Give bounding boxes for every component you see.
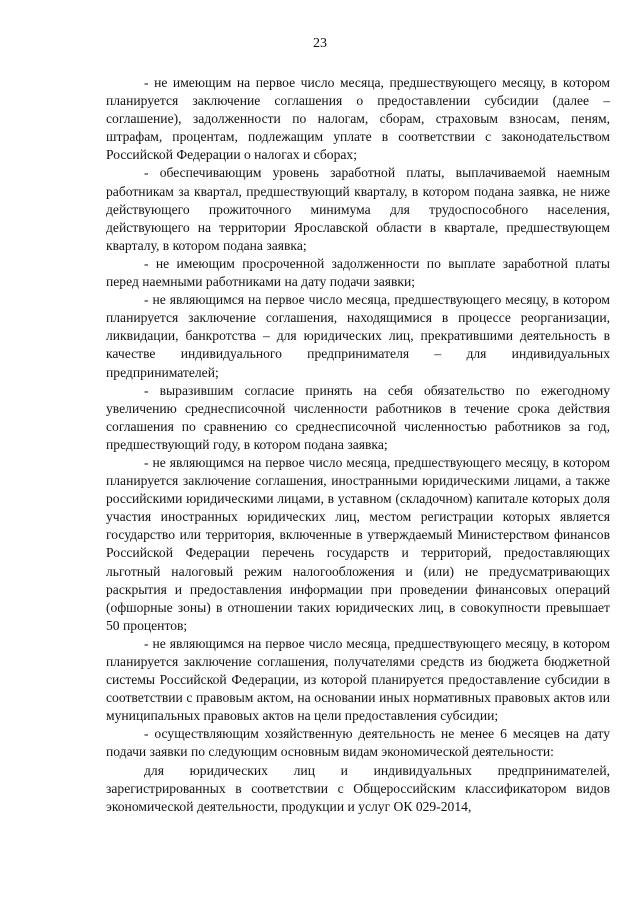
- paragraph-wage-level: - обеспечивающим уровень заработной платы, выплачиваемой наемным работникам за квартал, предшествующий кварталу, в котором подана заявка, не ниже действующего прожиточного минимума для трудоспособного населения, действующего на территории Ярославской области в квартале, предшествующем кварталу, в котором подана заявка;: [106, 165, 610, 253]
- paragraph-wage-arrears: - не имеющим просроченной задолженности по выплате заработной платы перед наемными работниками на дату подачи заявки;: [106, 255, 610, 290]
- paragraph-classifier: для юридических лиц и индивидуальных предпринимателей, зарегистрированных в соответствии с Общероссийским классификатором видов экономической деятельности, продукции и услуг ОК 029-2014,: [106, 762, 610, 814]
- page-number: 23: [313, 36, 327, 51]
- paragraph-reorganization: - не являющимся на первое число месяца, предшествующего месяцу, в котором планируется заключение соглашения, находящимися в процессе реорганизации, ликвидации, банкротства – для юридических лиц, прекратившими деятельность в качестве индивидуального предпринимателя – для индивидуальных предпринимателей;: [106, 292, 610, 380]
- paragraph-economic-activity: - осуществляющим хозяйственную деятельность не менее 6 месяцев на дату подачи заявки по следующим основным видам экономической деятельности:: [106, 726, 610, 760]
- paragraph-headcount-obligation: - выразившим согласие принять на себя обязательство по ежегодному увеличению среднесписочной численности работников в течение срока действия соглашения по сравнению со среднесписочной численностью работников за год, предшествующий году, в котором подана заявка;: [106, 382, 610, 452]
- document-body: [106, 74, 610, 816]
- paragraph-tax-arrears: - не имеющим на первое число месяца, предшествующего месяцу, в котором планируется заключение соглашения о предоставлении субсидии (далее – соглашение), задолженности по налогам, сборам, страховым взносам, пеням, штрафам, процентам, подлежащим уплате в соответствии с законодательством Российской Федерации о налогах и сборах;: [106, 75, 610, 163]
- paragraph-foreign-entities: - не являющимся на первое число месяца, предшествующего месяцу, в котором планируется заключение соглашения, иностранными юридическими лицами, а также российскими юридическими лицами, в уставном (складочном) капитале которых доля участия иностранных юридических лиц, местом регистрации которых является государство или территория, включенные в утверждаемый Министерством финансов Российской Федерации перечень государств и территорий, предоставляющих льготный налоговый режим налогообложения и (или) не предусматривающих раскрытия и предоставления информации при проведении финансовых операций (офшорные зоны) в отношении таких юридических лиц, в совокупности превышает 50 процентов;: [106, 454, 610, 633]
- paragraph-budget-recipients: - не являющимся на первое число месяца, предшествующего месяцу, в котором планируется заключение соглашения, получателями средств из бюджета бюджетной системы Российской Федерации, из которой планируется предоставление субсидии в соответствии с правовым актом, на основании иных нормативных правовых актов или муниципальных правовых актов на цели предоставления субсидии;: [106, 635, 610, 724]
